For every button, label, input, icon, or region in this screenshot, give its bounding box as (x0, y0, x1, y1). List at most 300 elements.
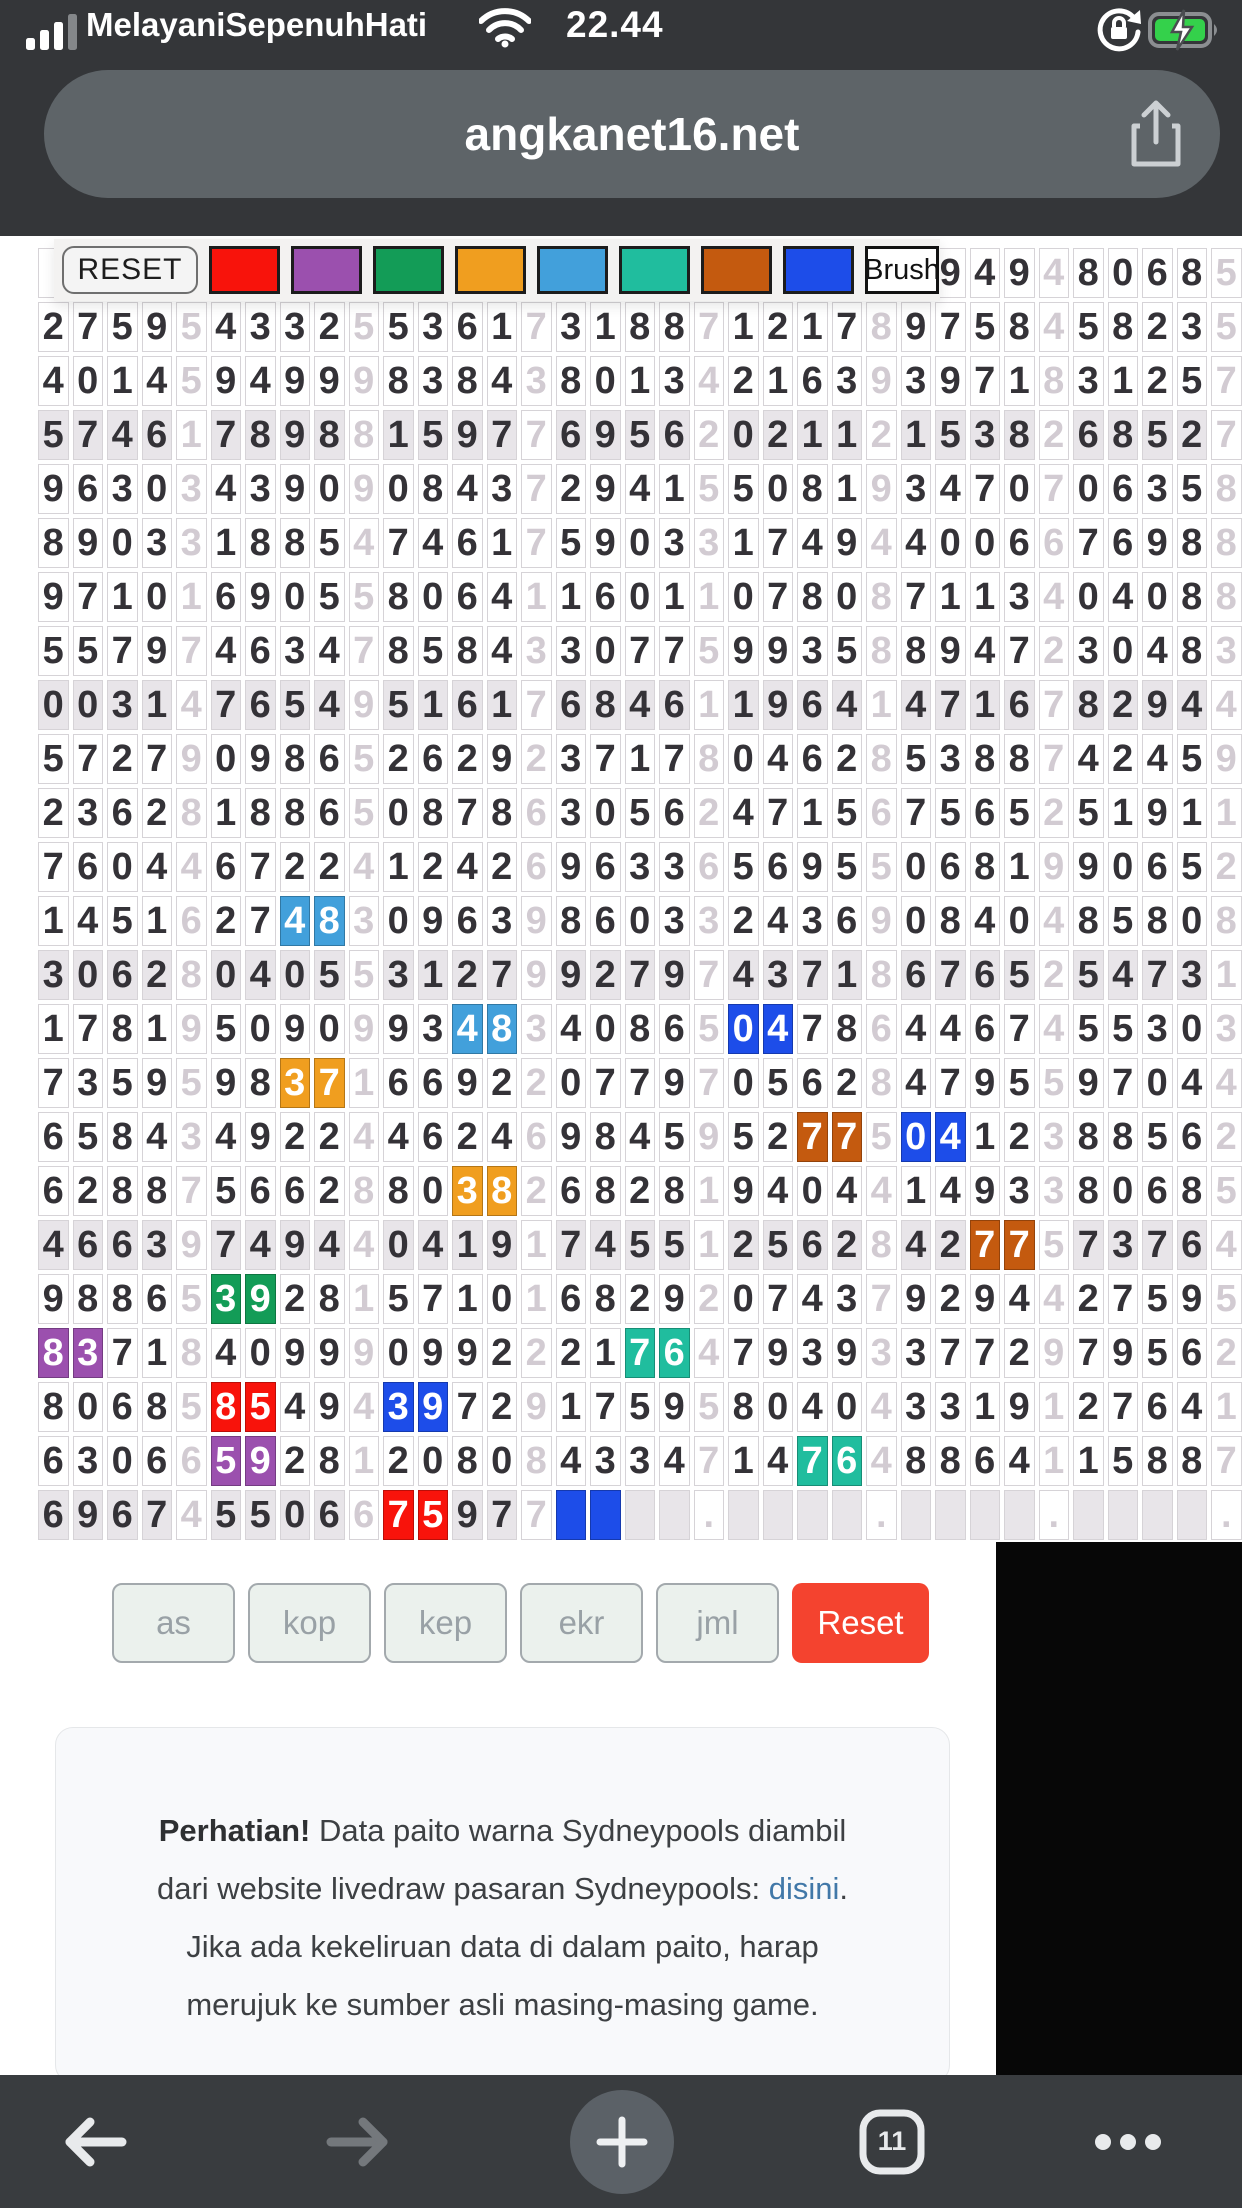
grid-cell[interactable]: 9 (349, 1328, 380, 1378)
grid-cell[interactable]: 4 (487, 626, 518, 676)
grid-cell[interactable]: 2 (418, 842, 449, 892)
grid-cell[interactable]: 9 (832, 1328, 863, 1378)
grid-cell[interactable]: 5 (1142, 1274, 1173, 1324)
grid-cell[interactable]: 8 (280, 788, 311, 838)
grid-cell[interactable]: 1 (1004, 356, 1035, 406)
grid-cell[interactable]: 9 (763, 626, 794, 676)
grid-cell[interactable]: 6 (866, 1004, 897, 1054)
grid-cell[interactable]: 6 (763, 842, 794, 892)
grid-cell[interactable]: 8 (1073, 896, 1104, 946)
grid-cell[interactable]: 6 (38, 1112, 69, 1162)
grid-cell[interactable]: 7 (1211, 1436, 1242, 1486)
grid-cell[interactable]: 4 (797, 1382, 828, 1432)
grid-cell[interactable]: 0 (314, 1004, 345, 1054)
grid-cell[interactable]: 7 (211, 410, 242, 460)
grid-cell[interactable]: 9 (935, 248, 966, 298)
grid-cell[interactable]: 0 (487, 1436, 518, 1486)
grid-cell[interactable]: 1 (1004, 842, 1035, 892)
grid-cell[interactable]: 4 (866, 518, 897, 568)
grid-cell[interactable]: 7 (935, 680, 966, 730)
grid-cell[interactable]: 3 (418, 1004, 449, 1054)
grid-cell[interactable]: 7 (38, 1058, 69, 1108)
grid-cell[interactable]: 3 (1142, 1004, 1173, 1054)
grid-cell[interactable]: 9 (832, 518, 863, 568)
grid-cell[interactable]: 7 (625, 626, 656, 676)
grid-cell[interactable]: 1 (901, 1166, 932, 1216)
grid-cell[interactable]: 4 (866, 1166, 897, 1216)
grid-cell[interactable]: 7 (694, 1058, 725, 1108)
grid-cell[interactable]: 6 (1142, 248, 1173, 298)
grid-cell[interactable]: 0 (901, 896, 932, 946)
grid-cell[interactable]: 1 (1211, 1382, 1242, 1432)
grid-cell[interactable]: 9 (452, 410, 483, 460)
grid-cell[interactable]: 9 (797, 842, 828, 892)
grid-cell[interactable]: 0 (383, 1220, 414, 1270)
grid-cell[interactable]: 2 (625, 1274, 656, 1324)
grid-cell[interactable]: 1 (418, 950, 449, 1000)
grid-cell[interactable]: 5 (73, 626, 104, 676)
grid-cell[interactable]: 0 (832, 1382, 863, 1432)
grid-cell[interactable]: 1 (107, 356, 138, 406)
grid-cell[interactable]: 3 (176, 518, 207, 568)
grid-cell[interactable]: 2 (1177, 410, 1208, 460)
grid-cell[interactable]: 1 (1039, 1382, 1070, 1432)
grid-cell[interactable]: 7 (107, 626, 138, 676)
grid-cell[interactable]: 6 (797, 734, 828, 784)
grid-cell[interactable]: 0 (383, 896, 414, 946)
grid-cell[interactable]: 1 (349, 1274, 380, 1324)
grid-cell[interactable]: 2 (521, 734, 552, 784)
grid-cell[interactable]: 6 (1108, 464, 1139, 514)
grid-cell[interactable]: 5 (1177, 464, 1208, 514)
grid-cell[interactable]: 3 (832, 356, 863, 406)
grid-cell[interactable]: 0 (314, 464, 345, 514)
grid-cell[interactable]: 0 (1177, 896, 1208, 946)
grid-cell[interactable]: 9 (1039, 842, 1070, 892)
grid-cell[interactable]: 9 (73, 1490, 104, 1540)
grid-cell[interactable] (1177, 1490, 1208, 1540)
grid-cell[interactable]: 5 (1177, 356, 1208, 406)
grid-cell[interactable]: 7 (245, 842, 276, 892)
grid-cell[interactable]: 2 (1211, 1112, 1242, 1162)
grid-cell[interactable]: 6 (73, 842, 104, 892)
grid-cell[interactable]: 6 (556, 410, 587, 460)
grid-cell[interactable]: 8 (418, 788, 449, 838)
grid-cell[interactable]: 1 (832, 410, 863, 460)
grid-cell[interactable]: 4 (1142, 734, 1173, 784)
grid-cell[interactable]: 4 (763, 1004, 794, 1054)
color-swatch-blue[interactable] (783, 246, 854, 294)
grid-cell[interactable]: 4 (1039, 572, 1070, 622)
disini-link[interactable]: disini (768, 1871, 840, 1906)
grid-cell[interactable]: 2 (763, 410, 794, 460)
grid-cell[interactable]: 5 (349, 572, 380, 622)
grid-cell[interactable]: 0 (245, 1328, 276, 1378)
grid-cell[interactable]: 2 (314, 842, 345, 892)
grid-cell[interactable]: 4 (556, 1436, 587, 1486)
grid-cell[interactable]: 5 (832, 842, 863, 892)
grid-cell[interactable]: 3 (1004, 572, 1035, 622)
grid-cell[interactable]: 5 (38, 410, 69, 460)
grid-cell[interactable]: 0 (73, 680, 104, 730)
grid-cell[interactable]: 4 (211, 302, 242, 352)
grid-cell[interactable]: 5 (694, 626, 725, 676)
grid-cell[interactable]: 5 (176, 302, 207, 352)
grid-cell[interactable]: 9 (1142, 518, 1173, 568)
grid-cell[interactable]: 3 (487, 464, 518, 514)
grid-cell[interactable]: 4 (211, 626, 242, 676)
grid-cell[interactable]: 0 (418, 572, 449, 622)
grid-cell[interactable]: 7 (694, 1436, 725, 1486)
grid-cell[interactable]: 8 (866, 626, 897, 676)
grid-cell[interactable]: 9 (38, 1274, 69, 1324)
grid-cell[interactable]: 8 (452, 1436, 483, 1486)
grid-cell[interactable]: 2 (1004, 1328, 1035, 1378)
grid-cell[interactable]: 3 (1177, 302, 1208, 352)
grid-cell[interactable]: 1 (1177, 788, 1208, 838)
grid-cell[interactable]: 6 (556, 1166, 587, 1216)
grid-cell[interactable]: 2 (1039, 410, 1070, 460)
grid-cell[interactable]: 4 (1108, 950, 1139, 1000)
grid-cell[interactable]: 9 (245, 1274, 276, 1324)
grid-cell[interactable]: 6 (107, 1382, 138, 1432)
grid-cell[interactable]: 3 (142, 1220, 173, 1270)
grid-cell[interactable]: 8 (797, 464, 828, 514)
grid-cell[interactable]: 4 (487, 572, 518, 622)
grid-cell[interactable]: 2 (383, 1436, 414, 1486)
grid-cell[interactable]: 9 (970, 1274, 1001, 1324)
grid-cell[interactable]: 2 (1039, 626, 1070, 676)
grid-cell[interactable]: 6 (280, 1166, 311, 1216)
grid-cell[interactable]: 5 (349, 950, 380, 1000)
grid-cell[interactable]: 4 (245, 1220, 276, 1270)
grid-cell[interactable]: 0 (1142, 1058, 1173, 1108)
grid-cell[interactable]: 2 (280, 1112, 311, 1162)
grid-cell[interactable]: 0 (1004, 464, 1035, 514)
grid-cell[interactable]: 1 (176, 410, 207, 460)
grid-cell[interactable]: 5 (1004, 1058, 1035, 1108)
grid-cell[interactable]: 6 (142, 1274, 173, 1324)
grid-cell[interactable]: 5 (1108, 1004, 1139, 1054)
grid-cell[interactable]: 0 (107, 842, 138, 892)
grid-cell[interactable]: 3 (1004, 1166, 1035, 1216)
grid-cell[interactable]: 1 (176, 572, 207, 622)
grid-cell[interactable]: 4 (625, 680, 656, 730)
grid-cell[interactable]: 1 (1211, 950, 1242, 1000)
grid-cell[interactable]: 9 (659, 1274, 690, 1324)
grid-cell[interactable]: 9 (1177, 1274, 1208, 1324)
grid-cell[interactable]: 2 (1004, 1112, 1035, 1162)
grid-cell[interactable]: 7 (866, 1274, 897, 1324)
grid-cell[interactable]: 2 (142, 950, 173, 1000)
grid-cell[interactable]: 3 (556, 302, 587, 352)
grid-cell[interactable]: 7 (625, 1058, 656, 1108)
grid-cell[interactable]: 0 (901, 1112, 932, 1162)
grid-cell[interactable] (556, 1490, 587, 1540)
grid-cell[interactable]: 8 (38, 1382, 69, 1432)
grid-cell[interactable]: 7 (1004, 626, 1035, 676)
grid-cell[interactable]: 7 (1039, 464, 1070, 514)
grid-cell[interactable]: 9 (211, 1058, 242, 1108)
grid-cell[interactable]: 6 (521, 788, 552, 838)
grid-cell[interactable]: 7 (245, 896, 276, 946)
grid-cell[interactable]: 3 (625, 1436, 656, 1486)
grid-cell[interactable]: 6 (418, 1112, 449, 1162)
grid-cell[interactable]: 7 (521, 464, 552, 514)
grid-cell[interactable]: 0 (901, 842, 932, 892)
grid-cell[interactable]: 3 (452, 1166, 483, 1216)
grid-cell[interactable]: 4 (349, 1382, 380, 1432)
grid-cell[interactable]: 7 (521, 302, 552, 352)
grid-cell[interactable]: 8 (1073, 1166, 1104, 1216)
grid-cell[interactable]: 1 (107, 572, 138, 622)
grid-cell[interactable]: 8 (73, 1274, 104, 1324)
brush-button[interactable]: Brush (865, 246, 939, 294)
grid-cell[interactable]: 0 (832, 572, 863, 622)
grid-cell[interactable]: 3 (521, 1004, 552, 1054)
grid-cell[interactable]: 1 (1108, 356, 1139, 406)
as-button[interactable]: as (112, 1583, 235, 1663)
grid-cell[interactable]: 0 (1177, 1004, 1208, 1054)
grid-cell[interactable]: 1 (418, 680, 449, 730)
grid-cell[interactable]: 4 (694, 356, 725, 406)
grid-cell[interactable]: 4 (211, 1328, 242, 1378)
ekr-button[interactable]: ekr (520, 1583, 643, 1663)
grid-cell[interactable]: 5 (1108, 896, 1139, 946)
grid-cell[interactable]: 3 (280, 1058, 311, 1108)
grid-cell[interactable]: 0 (1108, 248, 1139, 298)
grid-cell[interactable]: 6 (901, 950, 932, 1000)
grid-cell[interactable]: 7 (1004, 1220, 1035, 1270)
grid-cell[interactable]: 2 (1211, 842, 1242, 892)
grid-cell[interactable]: 5 (314, 572, 345, 622)
grid-cell[interactable]: 1 (1073, 1436, 1104, 1486)
grid-cell[interactable]: 9 (590, 410, 621, 460)
grid-cell[interactable]: 8 (314, 896, 345, 946)
grid-cell[interactable]: 5 (763, 1058, 794, 1108)
grid-cell[interactable]: 4 (142, 356, 173, 406)
grid-cell[interactable]: 6 (797, 1220, 828, 1270)
grid-cell[interactable]: 3 (418, 302, 449, 352)
grid-cell[interactable]: 1 (590, 302, 621, 352)
grid-cell[interactable]: 4 (866, 1382, 897, 1432)
grid-cell[interactable]: 8 (1211, 896, 1242, 946)
grid-cell[interactable]: 7 (901, 788, 932, 838)
grid-cell[interactable]: 2 (280, 842, 311, 892)
grid-cell[interactable]: 5 (1073, 1004, 1104, 1054)
grid-cell[interactable]: 5 (1142, 1328, 1173, 1378)
grid-cell[interactable]: 6 (1177, 1328, 1208, 1378)
grid-cell[interactable]: 9 (1211, 734, 1242, 784)
grid-cell[interactable]: 8 (176, 788, 207, 838)
grid-cell[interactable]: 5 (1108, 1436, 1139, 1486)
grid-cell[interactable]: 6 (211, 572, 242, 622)
grid-cell[interactable]: 7 (349, 626, 380, 676)
grid-cell[interactable]: 9 (280, 464, 311, 514)
grid-cell[interactable]: 5 (1004, 950, 1035, 1000)
grid-cell[interactable]: 7 (176, 1166, 207, 1216)
grid-cell[interactable]: 9 (452, 1490, 483, 1540)
grid-cell[interactable]: 6 (1177, 1112, 1208, 1162)
grid-cell[interactable]: 7 (763, 572, 794, 622)
grid-cell[interactable]: 1 (38, 1004, 69, 1054)
grid-cell[interactable]: 3 (1177, 950, 1208, 1000)
grid-cell[interactable]: 1 (694, 680, 725, 730)
grid-cell[interactable]: 1 (970, 1112, 1001, 1162)
grid-cell[interactable]: 8 (418, 464, 449, 514)
grid-cell[interactable]: 8 (590, 1166, 621, 1216)
grid-cell[interactable]: 7 (797, 950, 828, 1000)
grid-cell[interactable]: 3 (487, 896, 518, 946)
grid-cell[interactable]: 5 (659, 1220, 690, 1270)
grid-cell[interactable]: 0 (728, 410, 759, 460)
grid-cell[interactable]: 8 (866, 1058, 897, 1108)
grid-cell[interactable]: 7 (625, 950, 656, 1000)
grid-cell[interactable]: 3 (73, 1328, 104, 1378)
grid-cell[interactable]: 1 (521, 1220, 552, 1270)
grid-cell[interactable]: 8 (590, 680, 621, 730)
grid-cell[interactable]: 6 (245, 626, 276, 676)
grid-cell[interactable]: 1 (694, 1220, 725, 1270)
grid-cell[interactable]: 8 (935, 896, 966, 946)
grid-cell[interactable]: . (866, 1490, 897, 1540)
grid-cell[interactable]: 9 (1142, 680, 1173, 730)
grid-cell[interactable]: 0 (970, 518, 1001, 568)
url-bar[interactable] (44, 70, 1220, 198)
grid-cell[interactable]: 1 (970, 1382, 1001, 1432)
grid-cell[interactable]: 7 (383, 1490, 414, 1540)
grid-cell[interactable]: 8 (1108, 1112, 1139, 1162)
grid-cell[interactable]: 4 (1004, 1436, 1035, 1486)
new-tab-button[interactable] (570, 2075, 674, 2208)
reset-button[interactable]: Reset (792, 1583, 929, 1663)
grid-cell[interactable]: 5 (694, 1004, 725, 1054)
grid-cell[interactable]: 0 (935, 518, 966, 568)
grid-cell[interactable]: 2 (1142, 302, 1173, 352)
grid-cell[interactable]: 7 (970, 356, 1001, 406)
grid-cell[interactable]: 9 (556, 842, 587, 892)
grid-cell[interactable]: 4 (659, 1436, 690, 1486)
grid-cell[interactable]: 8 (487, 1004, 518, 1054)
grid-cell[interactable]: 3 (245, 302, 276, 352)
grid-cell[interactable]: 8 (866, 734, 897, 784)
grid-cell[interactable]: 4 (935, 1166, 966, 1216)
grid-cell[interactable]: 3 (763, 950, 794, 1000)
grid-cell[interactable]: 6 (1142, 1166, 1173, 1216)
color-swatch-red[interactable] (209, 246, 280, 294)
grid-cell[interactable]: 0 (590, 626, 621, 676)
grid-cell[interactable]: 0 (625, 518, 656, 568)
grid-cell[interactable]: 8 (659, 1166, 690, 1216)
grid-cell[interactable]: 1 (797, 410, 828, 460)
grid-cell[interactable]: 9 (245, 572, 276, 622)
grid-cell[interactable]: 4 (1177, 1382, 1208, 1432)
grid-cell[interactable]: 5 (211, 1166, 242, 1216)
grid-cell[interactable]: 2 (314, 302, 345, 352)
grid-cell[interactable]: 7 (590, 1382, 621, 1432)
grid-cell[interactable]: 3 (866, 1328, 897, 1378)
grid-cell[interactable]: 2 (487, 842, 518, 892)
grid-cell[interactable]: 6 (556, 1274, 587, 1324)
grid-cell[interactable]: 2 (763, 1112, 794, 1162)
grid-cell[interactable]: 4 (728, 950, 759, 1000)
grid-cell[interactable]: 4 (970, 626, 1001, 676)
grid-cell[interactable]: 4 (314, 1220, 345, 1270)
grid-cell[interactable]: 6 (970, 1004, 1001, 1054)
grid-cell[interactable]: 8 (383, 356, 414, 406)
grid-cell[interactable]: 6 (107, 788, 138, 838)
grid-cell[interactable]: 8 (1177, 572, 1208, 622)
grid-cell[interactable]: 7 (73, 572, 104, 622)
grid-cell[interactable]: 0 (245, 1004, 276, 1054)
grid-cell[interactable]: 4 (625, 464, 656, 514)
grid-cell[interactable]: 6 (1004, 680, 1035, 730)
grid-cell[interactable]: 4 (1039, 248, 1070, 298)
grid-cell[interactable]: 9 (487, 734, 518, 784)
grid-cell[interactable]: 8 (590, 1274, 621, 1324)
grid-cell[interactable]: 3 (901, 464, 932, 514)
grid-cell[interactable]: 3 (901, 1328, 932, 1378)
grid-cell[interactable]: 9 (659, 1382, 690, 1432)
grid-cell[interactable]: 7 (797, 1112, 828, 1162)
grid-cell[interactable]: 0 (211, 950, 242, 1000)
grid-cell[interactable]: 7 (1073, 1328, 1104, 1378)
grid-cell[interactable]: 1 (521, 572, 552, 622)
grid-cell[interactable]: 0 (1108, 1166, 1139, 1216)
grid-cell[interactable]: 1 (694, 1166, 725, 1216)
grid-cell[interactable] (935, 1490, 966, 1540)
grid-cell[interactable]: 9 (383, 1004, 414, 1054)
grid-cell[interactable]: 4 (901, 1004, 932, 1054)
grid-cell[interactable]: 7 (763, 788, 794, 838)
grid-cell[interactable]: 7 (1108, 1058, 1139, 1108)
grid-cell[interactable]: 2 (487, 1382, 518, 1432)
grid-cell[interactable]: 6 (452, 896, 483, 946)
grid-cell[interactable]: 4 (349, 518, 380, 568)
grid-cell[interactable]: 1 (866, 680, 897, 730)
grid-cell[interactable]: 8 (866, 302, 897, 352)
grid-cell[interactable]: 3 (556, 734, 587, 784)
grid-cell[interactable]: 9 (521, 896, 552, 946)
grid-cell[interactable]: 6 (1039, 518, 1070, 568)
grid-cell[interactable]: 2 (1039, 950, 1070, 1000)
grid-cell[interactable]: 0 (280, 572, 311, 622)
grid-cell[interactable]: 2 (383, 734, 414, 784)
grid-cell[interactable]: 4 (901, 518, 932, 568)
grid-cell[interactable]: 1 (487, 680, 518, 730)
forward-button[interactable] (318, 2075, 398, 2208)
grid-cell[interactable]: 9 (1108, 1328, 1139, 1378)
grid-cell[interactable]: 4 (245, 356, 276, 406)
grid-cell[interactable] (797, 1490, 828, 1540)
grid-cell[interactable]: 9 (659, 1058, 690, 1108)
grid-cell[interactable]: 6 (107, 1220, 138, 1270)
grid-cell[interactable]: 9 (935, 626, 966, 676)
grid-cell[interactable]: 4 (73, 896, 104, 946)
grid-cell[interactable]: 2 (38, 788, 69, 838)
grid-cell[interactable]: 3 (349, 896, 380, 946)
grid-cell[interactable]: 9 (1142, 788, 1173, 838)
grid-cell[interactable]: 4 (211, 464, 242, 514)
grid-cell[interactable]: 5 (1211, 248, 1242, 298)
grid-cell[interactable]: 5 (1073, 788, 1104, 838)
grid-cell[interactable]: 2 (521, 1328, 552, 1378)
grid-cell[interactable]: 9 (349, 680, 380, 730)
grid-cell[interactable]: 3 (590, 1436, 621, 1486)
grid-cell[interactable]: 3 (659, 842, 690, 892)
grid-cell[interactable]: 8 (590, 1112, 621, 1162)
grid-cell[interactable]: 7 (763, 518, 794, 568)
